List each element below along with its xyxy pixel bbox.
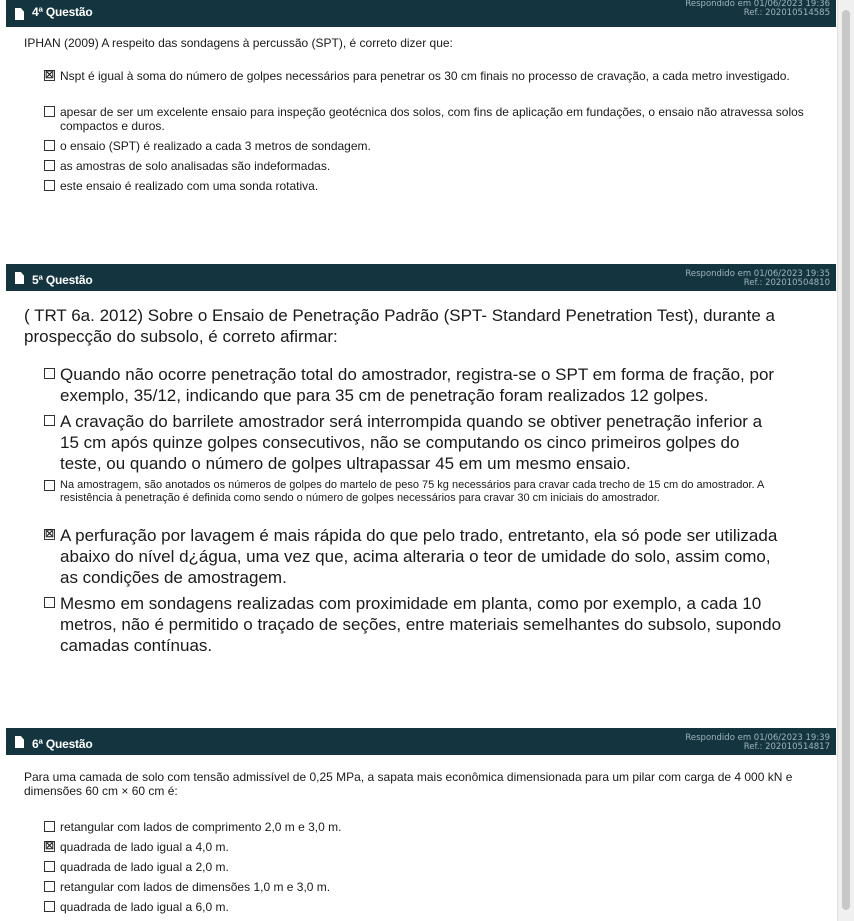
option-1[interactable] — [44, 820, 804, 834]
option-1[interactable] — [44, 364, 784, 406]
question-title: 6ª Questão — [32, 737, 93, 751]
checkbox-icon[interactable] — [44, 881, 55, 892]
option-1[interactable] — [44, 69, 804, 97]
question-ref: Ref.: 202010514585 — [743, 8, 830, 18]
checkbox-icon[interactable] — [44, 821, 55, 832]
option-text: as amostras de solo analisadas são indeformadas. — [60, 159, 331, 173]
option-text: quadrada de lado igual a 2,0 m. — [60, 860, 229, 874]
scrollbar-thumb[interactable] — [842, 10, 850, 910]
checkbox-icon[interactable] — [44, 160, 55, 171]
options-list — [44, 820, 804, 914]
option-text: quadrada de lado igual a 4,0 m. — [60, 840, 229, 854]
question-ref: Ref.: 202010514817 — [743, 742, 830, 752]
option-5[interactable] — [44, 179, 804, 193]
option-text: Mesmo em sondagens realizadas com proximidade em planta, como por exemplo, a cada 10 metros, não é permitido o traçado de seções, entre materiais semelhantes do subsolo, supondo camadas contínuas. — [60, 594, 782, 655]
option-5[interactable] — [44, 593, 784, 656]
options-list — [44, 69, 804, 193]
option-4[interactable] — [44, 525, 784, 588]
question-5-header — [6, 264, 836, 291]
document-icon — [15, 8, 24, 20]
question-prompt: ( TRT 6a. 2012) Sobre o Ensaio de Penetração Padrão (SPT- Standard Penetration Test), durante a prospecção do subsolo, é correto afirmar: — [24, 306, 775, 346]
checkbox-icon[interactable]: ☒ — [45, 70, 54, 81]
options-list — [44, 364, 784, 656]
option-4[interactable] — [44, 880, 804, 894]
checkbox-icon[interactable] — [44, 597, 55, 608]
checkbox-icon[interactable]: ☒ — [45, 529, 54, 540]
document-icon — [15, 736, 24, 748]
option-3[interactable] — [44, 139, 804, 153]
checkbox-icon[interactable] — [44, 480, 55, 491]
option-text: este ensaio é realizado com uma sonda rotativa. — [60, 179, 319, 193]
option-text: A perfuração por lavagem é mais rápida do que pelo trado, entretanto, ela só pode ser utilizada abaixo do nível d¿água, uma vez que, acima alteraria o teor de umidade do solo, assim como, as condições de amostragem. — [60, 526, 778, 587]
checkbox-icon[interactable]: ☒ — [45, 841, 54, 852]
question-prompt: IPHAN (2009) A respeito das sondagens à percussão (SPT), é correto dizer que: — [24, 36, 453, 50]
option-text: Quando não ocorre penetração total do amostrador, registra-se o SPT em forma de fração, por exemplo, 35/12, indicando que para 35 cm de penetração foram realizados 12 golpes. — [60, 365, 775, 405]
option-text: Na amostragem, são anotados os números de golpes do martelo de peso 75 kg necessários para cravar cada trecho de 15 cm do amostrador. A resistência à penetração é definida como sendo o número de golpes necessários para cravar 30 cm iniciais do amostrador. — [60, 479, 764, 504]
option-text: o ensaio (SPT) é realizado a cada 3 metros de sondagem. — [60, 139, 371, 153]
option-2[interactable] — [44, 105, 804, 133]
option-text: A cravação do barrilete amostrador será interrompida quando se obtiver penetração inferior a 15 cm após quinze golpes consecutivos, não se computando os cinco primeiros golpes do teste, ou quando o número de golpes ultrapassar 45 em um mesmo ensaio. — [60, 412, 763, 473]
question-meta — [685, 734, 830, 752]
option-text: apesar de ser um excelente ensaio para inspeção geotécnica dos solos, com fins de aplicação em fundações, o ensaio não atravessa solos compactos e duros. — [60, 105, 804, 133]
option-text: quadrada de lado igual a 6,0 m. — [60, 900, 229, 914]
option-4[interactable] — [44, 159, 804, 173]
document-icon — [15, 272, 24, 284]
option-text: Nspt é igual à soma do número de golpes necessários para penetrar os 30 cm finais no processo de cravação, a cada metro investigado. — [60, 69, 790, 83]
option-2[interactable] — [44, 411, 784, 474]
vertical-scrollbar[interactable] — [837, 0, 854, 921]
option-text: retangular com lados de comprimento 2,0 m e 3,0 m. — [60, 820, 342, 834]
question-4-header — [6, 0, 836, 27]
checkbox-icon[interactable] — [44, 901, 55, 912]
checkbox-icon[interactable] — [44, 140, 55, 151]
question-prompt: Para uma camada de solo com tensão admissível de 0,25 MPa, a sapata mais econômica dimensionada para um pilar com carga de 4 000 kN e dimensões 60 cm × 60 cm é: — [24, 770, 793, 798]
answered-timestamp: Respondido em 01/06/2023 19:36 — [685, 0, 830, 9]
option-5[interactable] — [44, 900, 804, 914]
answered-timestamp: Respondido em 01/06/2023 19:39 — [685, 733, 830, 743]
answered-timestamp: Respondido em 01/06/2023 19:35 — [685, 269, 830, 279]
option-text: retangular com lados de dimensões 1,0 m e 3,0 m. — [60, 880, 331, 894]
option-2[interactable] — [44, 840, 804, 854]
option-3[interactable] — [44, 860, 804, 874]
question-title: 5ª Questão — [32, 273, 93, 287]
question-6-header — [6, 728, 836, 755]
checkbox-icon[interactable] — [44, 368, 55, 379]
checkbox-icon[interactable] — [44, 415, 55, 426]
checkbox-icon[interactable] — [44, 861, 55, 872]
question-meta — [685, 270, 830, 288]
question-title: 4ª Questão — [32, 5, 93, 19]
checkbox-icon[interactable] — [44, 180, 55, 191]
checkbox-icon[interactable] — [44, 106, 55, 117]
option-3[interactable] — [44, 479, 784, 518]
question-ref: Ref.: 202010504810 — [743, 278, 830, 288]
question-meta — [685, 0, 830, 18]
